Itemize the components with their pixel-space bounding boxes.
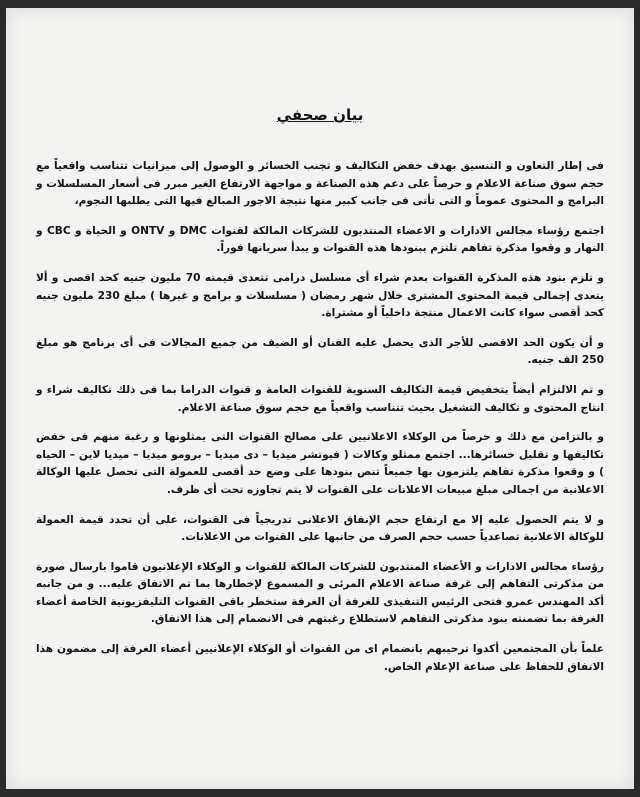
paragraph-7: و لا يتم الحصول عليه إلا مع ارتفاع حجم الإنفاق الاعلانى تدريجياً فى القنوات، على أن تحدد قيمة العمولة للوكالة الاعلانية تصاعدياً حسب حجم الصرف من جانبها على القنوات من الاعلانات. bbox=[36, 513, 604, 544]
paragraph-5: و تم الالتزام أيضاً بتخفيض قيمة التكاليف السنوية للقنوات العامة و قنوات الدراما بما فى ذلك تكاليف شراء و انتاج المحتوى و تكاليف التشغيل بحيث تتناسب واقعياً مع حجم سوق صناعة الاعلام. bbox=[36, 383, 604, 414]
paragraph-3: و تلزم بنود هذه المذكرة القنوات بعدم شراء أى مسلسل درامى تتعدى قيمته 70 مليون جنيه كحد اقصى و ألا يتعدى إجمالى قيمة المحتوى المشترى خلال شهر رمضان ( مسلسلات و برامج و غيرها ) مبلغ 230 مليون جنيه كحد أقصى سواء كانت الاعمال منتجة داخلياً أو مشتراة. bbox=[36, 271, 604, 320]
paragraph-9: علماً بأن المجتمعين أكدوا ترحيبهم بانضمام اى من القنوات أو الوكلاء الإعلانيين أعضاء الغرفة إلى مضمون هذا الاتفاق للحفاظ على صناعة الإعلام الخاص. bbox=[36, 643, 604, 673]
document-title: بيان صحفي bbox=[276, 106, 364, 124]
paragraph-2: اجتمع رؤساء مجالس الادارات و الاعضاء المنتدبون للشركات المالكة لقنوات DMC و ONTV و الحياة و CBC و النهار و وقعوا مذكرة تفاهم تلتزم ببنودها هذه القنوات و يبدأ سريانها فوراً. bbox=[36, 224, 604, 255]
paragraph-4: و أن يكون الحد الاقصى للأجر الذى يحصل عليه الفنان أو الضيف من جميع المجالات فى أى برنامج هو مبلغ 250 الف جنيه. bbox=[36, 336, 604, 367]
document-sheet bbox=[6, 8, 634, 789]
paragraph-8: رؤساء مجالس الادارات و الأعضاء المنتدبون للشركات المالكة للقنوات و الوكلاء الإعلانيون قاموا بارسال صورة من مذكرتى التفاهم إلى غرفة صناعة الاعلام المرئى و المسموع لإخطارها بما تم الاتفاق عليه... و من جانبه أكد المهندس عمرو فتحى الرئيس التنفيذى للغرفة أن الغرفة ستخطر باقى القنوات التليفزيونية الخاصة أعضاء الغرفة بما تضمنته بنود مذكرتى التفاهم لاستطلاع رغبتهم فى الانضمام إلى هذا الاتفاق. bbox=[36, 560, 604, 626]
paragraph-6: و بالتزامن مع ذلك و حرصاً من الوكلاء الاعلانيين على مصالح القنوات التى يمثلونها و رغبة منهم فى خفض تكاليفها و تقليل خسائرها... اجتمع ممثلو وكالات ( فيوتشر ميديا – دى ميديا – برومو ميديا – ميديا لاين – الحياه ) و وقعوا مذكرة تفاهم يلتزمون بها جميعاً تنص بنودها على وضع حد أقصى للعمولة التى تحصل عليها الوكالة الاعلانية من اجمالى مبلغ مبيعات الاعلانات على القنوات لا يتم تجاوزه تحت أى ظرف. bbox=[36, 431, 604, 496]
document-body bbox=[36, 106, 604, 688]
paragraph-1: فى إطار التعاون و التنسيق بهدف خفض التكاليف و تجنب الخسائر و الوصول إلى ميزانيات تتناسب واقعياً مع حجم سوق صناعة الاعلام و حرصاً على دعم هذه الصناعة و مواجهة الارتفاع الغير مبرر فى أسعار المسلسلات و البرامج و المحتوى عموماً و التى تأتى فى جانب كبير منها نتيجة الاجور المبالغ فيها التى يطلبها النجوم، bbox=[36, 160, 604, 208]
